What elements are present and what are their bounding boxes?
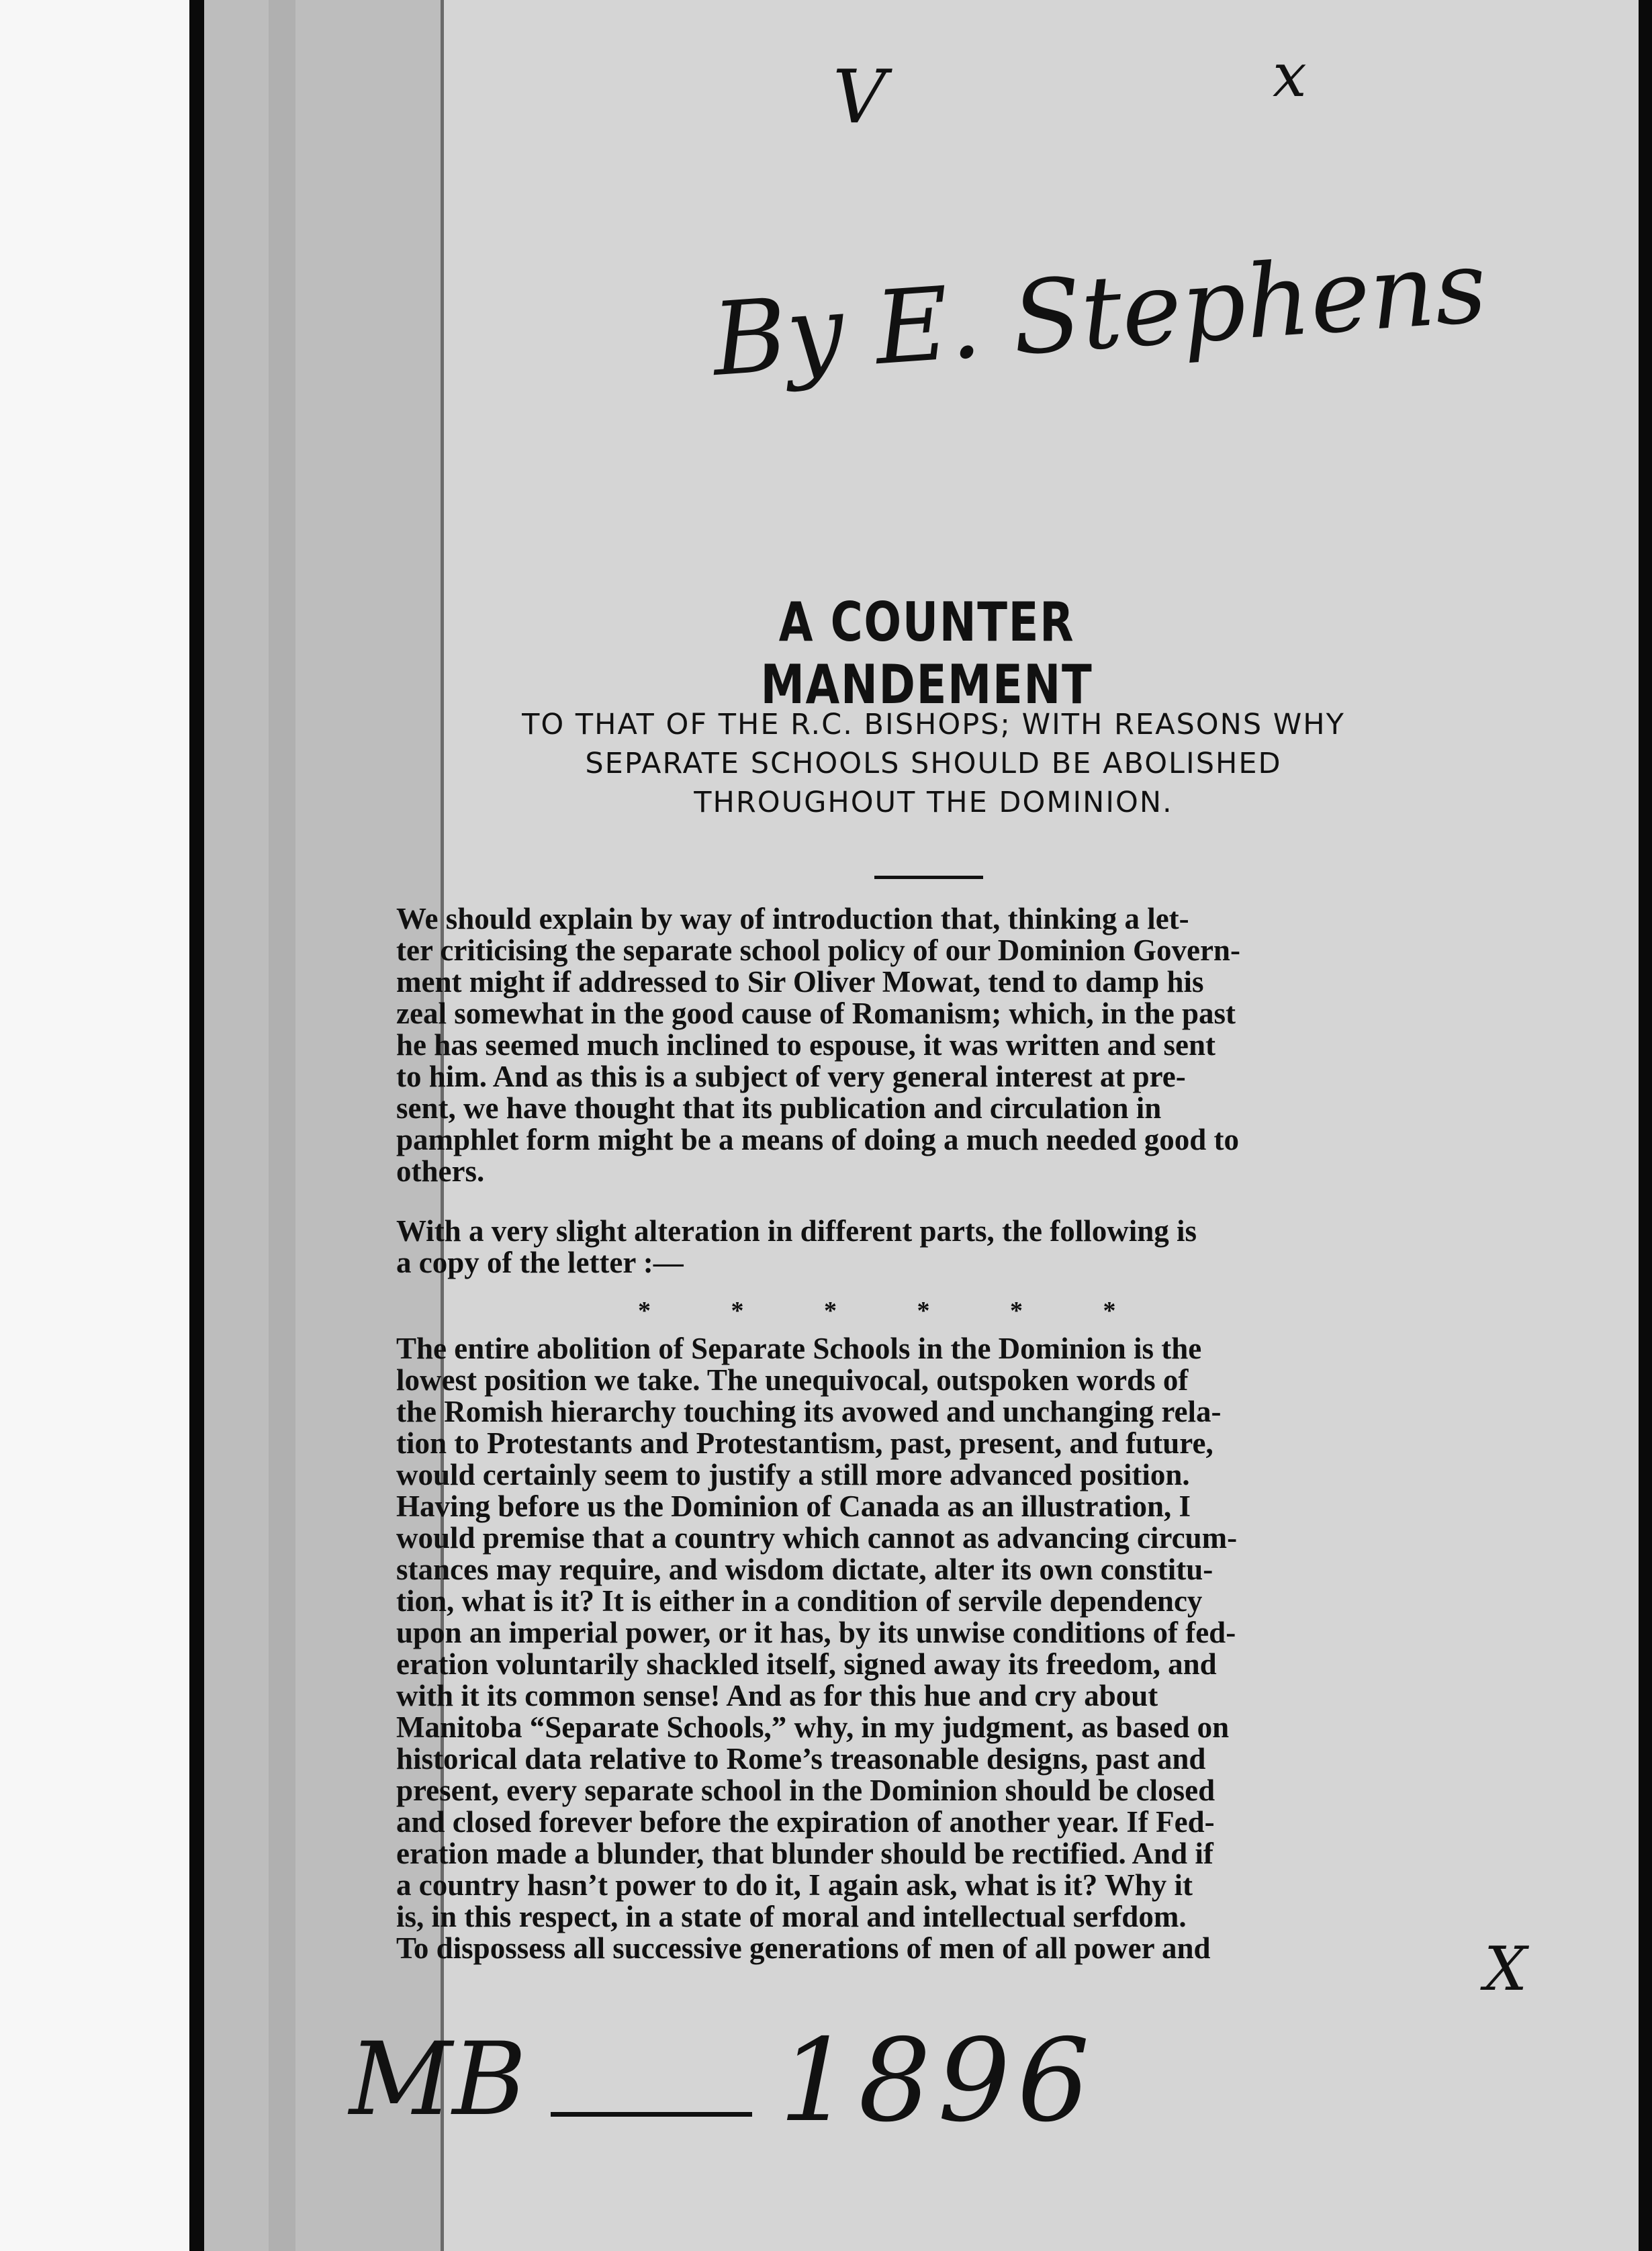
text-line: is, in this respect, in a state of moral and intellectual serfdom. <box>396 1900 1187 1933</box>
subtitle-line: SEPARATE SCHOOLS SHOULD BE ABOLISHED <box>585 747 1282 780</box>
scan-border-right <box>1639 0 1652 2251</box>
binding-fold <box>269 0 295 2251</box>
handwritten-initials: MB <box>349 2021 526 2138</box>
text-line: To dispossess all successive generations of men of all power and <box>396 1931 1211 1965</box>
handwritten-x-mark-bottom: X <box>1484 1934 1528 2005</box>
handwritten-x-mark: x <box>1273 40 1307 111</box>
text-line: upon an imperial power, or it has, by its unwise conditions of fed- <box>396 1616 1236 1649</box>
handwritten-underline <box>551 2112 752 2117</box>
scan-border <box>189 0 204 2251</box>
text-line: and closed forever before the expiration of another year. If Fed- <box>396 1805 1215 1839</box>
text-line: would certainly seem to justify a still more advanced position. <box>396 1458 1190 1491</box>
handwritten-author: By E. Stephens <box>708 228 1490 400</box>
text-line: the Romish hierarchy touching its avowed and unchanging rela- <box>396 1395 1222 1428</box>
text-line: historical data relative to Rome’s treasonable designs, past and <box>396 1742 1206 1776</box>
subtitle-line: THROUGHOUT THE DOMINION. <box>694 786 1173 819</box>
subtitle-line: TO THAT OF THE R.C. BISHOPS; WITH REASONS WHY <box>522 708 1345 741</box>
title-divider <box>874 876 983 879</box>
text-line: pamphlet form might be a means of doing a much needed good to <box>396 1123 1240 1156</box>
text-line: We should explain by way of introduction that, thinking a let- <box>396 902 1189 935</box>
text-line: tion to Protestants and Protestantism, past, present, and future, <box>396 1426 1213 1460</box>
text-line: ter criticising the separate school policy of our Dominion Govern- <box>396 933 1240 967</box>
text-line: with it its common sense! And as for this hue and cry about <box>396 1679 1158 1712</box>
text-line: Manitoba “Separate Schools,” why, in my judgment, as based on <box>396 1710 1230 1744</box>
text-line: sent, we have thought that its publication and circulation in <box>396 1091 1162 1125</box>
text-line: a copy of the letter :— <box>396 1246 684 1279</box>
handwritten-check-mark: V <box>833 54 886 140</box>
text-line: With a very slight alteration in different parts, the following is <box>396 1214 1197 1248</box>
text-line: ment might if addressed to Sir Oliver Mowat, tend to damp his <box>396 965 1204 999</box>
letter-body-paragraph <box>396 1333 1451 1964</box>
page-margin-blank <box>0 0 189 2251</box>
text-line: eration made a blunder, that blunder should be rectified. And if <box>396 1837 1213 1870</box>
text-line: Having before us the Dominion of Canada as an illustration, I <box>396 1489 1191 1523</box>
text-line: to him. And as this is a subject of very general interest at pre- <box>396 1060 1186 1093</box>
text-line: present, every separate school in the Dominion should be closed <box>396 1774 1215 1807</box>
introduction-paragraph <box>396 903 1451 1187</box>
document-title: A COUNTER MANDEMENT <box>760 591 1093 716</box>
text-line: lowest position we take. The unequivocal, outspoken words of <box>396 1363 1189 1397</box>
text-line: others. <box>396 1154 485 1188</box>
text-line: eration voluntarily shackled itself, signed away its freedom, and <box>396 1647 1217 1681</box>
letter-intro-paragraph <box>396 1215 1451 1279</box>
section-separator: * * * * * * <box>638 1297 1116 1325</box>
text-line: a country hasn’t power to do it, I again ask, what is it? Why it <box>396 1868 1193 1902</box>
text-line: stances may require, and wisdom dictate, alter its own constitu- <box>396 1553 1213 1586</box>
text-line: The entire abolition of Separate Schools in the Dominion is the <box>396 1332 1202 1365</box>
text-line: he has seemed much inclined to espouse, it was written and sent <box>396 1028 1216 1062</box>
text-line: zeal somewhat in the good cause of Romanism; which, in the past <box>396 997 1236 1030</box>
handwritten-year: 1896 <box>779 2015 1097 2148</box>
text-line: tion, what is it? It is either in a condition of servile dependency <box>396 1584 1203 1618</box>
document-subtitle <box>416 705 1451 822</box>
text-line: would premise that a country which cannot as advancing circum- <box>396 1521 1238 1555</box>
